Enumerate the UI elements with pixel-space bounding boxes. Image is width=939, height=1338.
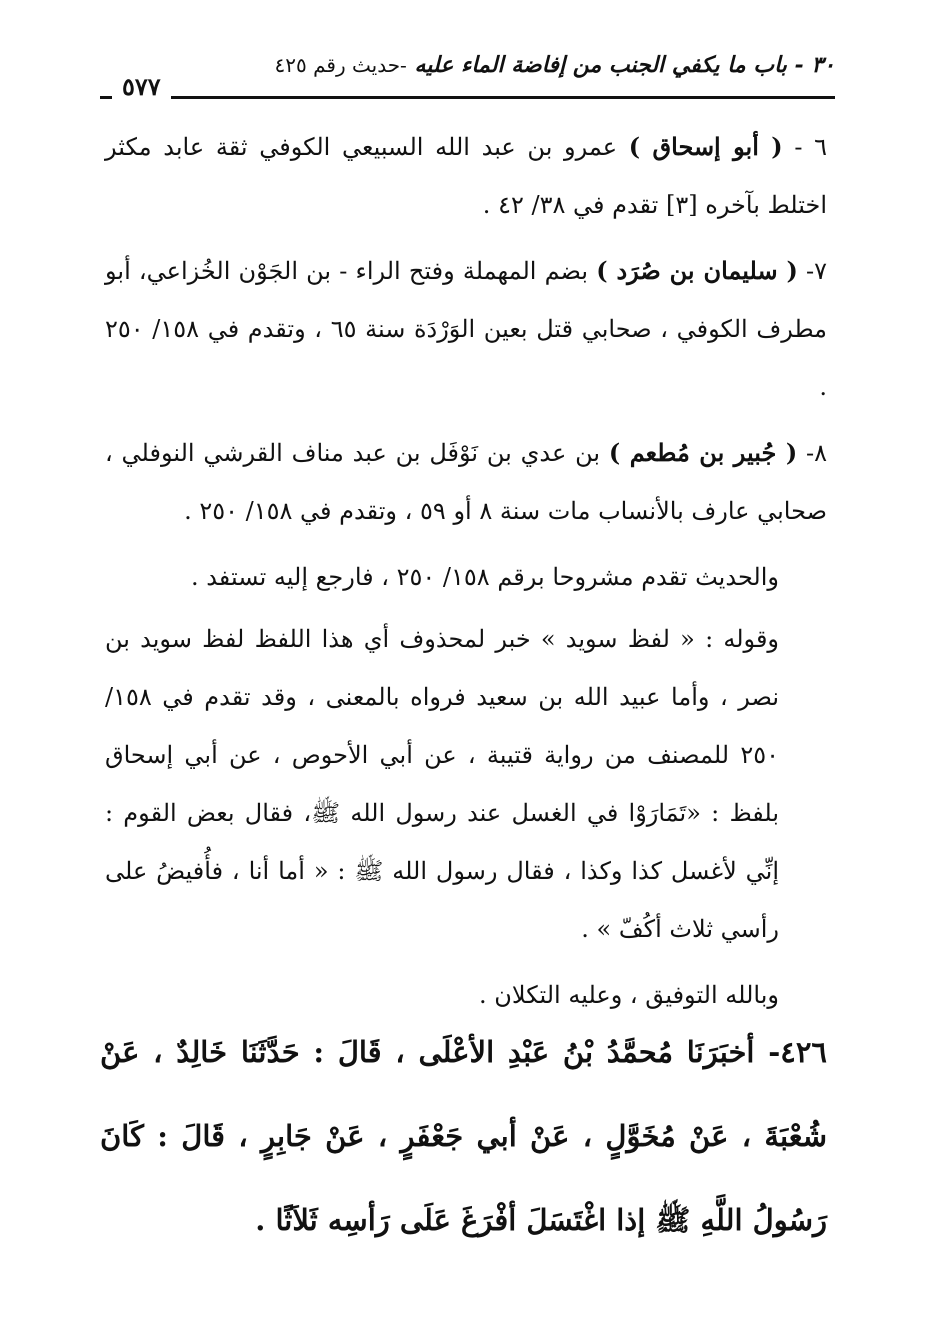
- narrator-entry: [105, 118, 827, 234]
- commentary-body: [105, 118, 827, 1024]
- chapter-title-text: ٣٠ - باب ما يكفي الجنب من إفاضة الماء عليه: [414, 52, 835, 78]
- narrator-text: بن عدي بن نَوْفَل بن عبد مناف القرشي النوفلي ، صحابي عارف بالأنساب مات سنة ٨ أو ٥٩ ، وتقدم في ١٥٨/ ٢٥٠ .: [105, 439, 827, 525]
- chapter-title: [267, 52, 835, 78]
- narrator-name: ( جُبير بن مُطعم ): [608, 438, 798, 467]
- narrator-name: ( سليمان بن صُرَد ): [596, 256, 798, 285]
- narrator-entry: [105, 242, 827, 416]
- commentary-paragraph: وقوله : « لفظ سويد » خبر لمحذوف أي هذا اللفظ لفظ سويد بن نصر ، وأما عبيد الله بن سعيد فرواه بالمعنى ، وقد تقدم في ١٥٨/ ٢٥٠ للمصنف من رواية قتيبة ، عن أبي الأحوص ، عن أبي إسحاق بلفظ : «تَمَارَوْا في الغسل عند رسول الله ﷺ، فقال بعض القوم : إنِّي لأغسل كذا وكذا ، فقال رسول الله ﷺ : « أما أنا ، فأُفيضُ على رأسي ثلاث أكُفّ » .: [105, 625, 779, 943]
- hadith-reference: -حديث رقم ٤٢٥: [274, 53, 407, 77]
- page-header: [100, 52, 835, 102]
- hadith-number: ٤٢٦-: [768, 1035, 827, 1069]
- narrator-number: ٨-: [806, 439, 827, 467]
- page-number: ٥٧٧: [112, 72, 171, 101]
- narrator-name: ( أبو إسحاق ): [628, 132, 783, 161]
- narrator-text: بضم المهملة وفتح الراء - بن الجَوْن الخُزاعي، أبو مطرف الكوفي ، صحابي قتل بعين الوَرْدَة سنة ٦٥ ، وتقدم في ١٥٨/ ٢٥٠ .: [105, 257, 828, 401]
- closing-line: وبالله التوفيق ، وعليه التكلان .: [479, 981, 779, 1009]
- hadith-text: [100, 1010, 827, 1262]
- commentary-paragraph: والحديث تقدم مشروحا برقم ١٥٨/ ٢٥٠ ، فارجع إليه تستفد .: [190, 563, 779, 591]
- narrator-text: عمرو بن عبد الله السبيعي الكوفي ثقة عابد مكثر اختلط بآخره [٣] تقدم في ٣٨/ ٤٢ .: [105, 133, 827, 219]
- hadith-body: أخبَرَنَا مُحمَّدُ بْنُ عَبْدِ الأعْلَى ، قَالَ : حَدَّثَنَا خَالِدٌ ، عَنْ شُعْبَةَ ، عَنْ مُخَوَّلٍ ، عَنْ أبي جَعْفَرٍ ، عَنْ جَابِرٍ ، قَالَ : كَانَ رَسُولُ اللَّهِ ﷺ إذا اغْتَسَلَ أفْرَغَ عَلَى رَأسِه ثَلاَثًا .: [100, 1035, 827, 1237]
- narrator-number: ٧-: [806, 257, 828, 285]
- narrator-number: ٦ -: [794, 133, 828, 161]
- narrator-entry: [105, 424, 827, 540]
- header-rule: [100, 96, 835, 99]
